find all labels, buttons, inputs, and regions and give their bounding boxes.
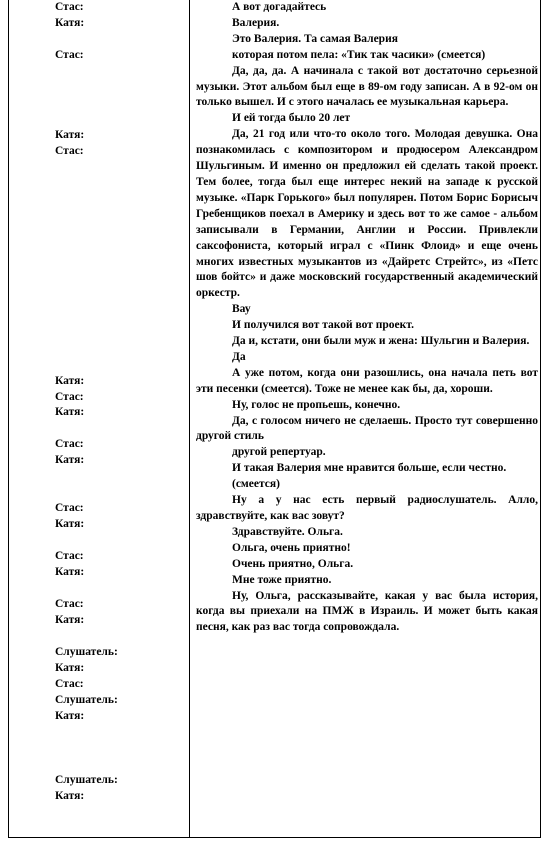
- speaker-label: Катя:: [55, 614, 85, 626]
- dialogue-line: Это Валерия. Та самая Валерия: [232, 32, 398, 45]
- speaker-label: Стас:: [55, 598, 84, 610]
- dialogue-line: И такая Валерия мне нравится больше, если честно.: [232, 462, 507, 475]
- speaker-label: Катя:: [55, 518, 85, 530]
- speaker-label: Слушатель:: [55, 646, 118, 658]
- speaker-label: Стас:: [55, 49, 84, 61]
- dialogue-line: И ей тогда было 20 лет: [232, 112, 351, 125]
- dialogue-line: Да и, кстати, они были муж и жена: Шульгин и Валерия.: [232, 335, 530, 348]
- speaker-label: Катя:: [55, 406, 85, 418]
- dialogue-line: (смеется): [232, 478, 280, 491]
- speaker-label: Катя:: [55, 17, 85, 29]
- column-divider: [189, 0, 190, 838]
- speaker-label: Стас:: [55, 438, 84, 450]
- speaker-label: Стас:: [55, 678, 84, 690]
- dialogue-line: Здравствуйте. Ольга.: [232, 525, 343, 538]
- dialogue-line: Ольга, очень приятно!: [232, 541, 351, 554]
- dialogue-line: Ну, Ольга, рассказывайте, какая у вас была история, когда вы приехали на ПМЖ в Израиль. И может быть какая песня, как раз вас тогда сопровождала.: [196, 589, 538, 634]
- speaker-label: Слушатель:: [55, 774, 118, 786]
- dialogue-line: А уже потом, когда они разошлись, она начала петь вот эти песенки (смеется). Тоже не менее как бы, да, хороши.: [196, 366, 538, 395]
- speaker-label: Слушатель:: [55, 694, 118, 706]
- dialogue-line: Да: [232, 350, 246, 363]
- dialogue-line: Да, да, да. А начинала с такой вот достаточно серьезной музыки. Этот альбом был еще в 89-ом году записан. А в 92-ом он только вышел. И с этого началась ее музыкальная карьера.: [196, 64, 538, 109]
- dialogue-line: другой репертуар.: [232, 446, 326, 459]
- dialogue-line: Вау: [232, 303, 251, 316]
- dialogue-line: Валерия.: [232, 16, 280, 29]
- speaker-label: Стас:: [55, 391, 84, 403]
- speaker-label: Катя:: [55, 129, 85, 141]
- speaker-label: Катя:: [55, 566, 85, 578]
- speaker-label: Катя:: [55, 454, 85, 466]
- speaker-label: Стас:: [55, 502, 84, 514]
- speaker-label: Катя:: [55, 662, 85, 674]
- speaker-label: Катя:: [55, 710, 85, 722]
- speaker-label: Катя:: [55, 375, 85, 387]
- dialogue-line: А вот догадайтесь: [232, 1, 327, 13]
- dialogue-line: Да, с голосом ничего не сделаешь. Просто тут совершенно другой стиль: [196, 414, 538, 443]
- dialogue-line: Ну а у нас есть первый радиослушатель. Алло, здравствуйте, как вас зовут?: [196, 494, 538, 522]
- dialogue-line: Мне тоже приятно.: [232, 573, 332, 586]
- dialogue-line: И получился вот такой вот проект.: [232, 319, 414, 332]
- dialogue-line: Да, 21 год или что-то около того. Молодая девушка. Она познакомилась с композитором и продюсером Александром Шульгиным. И именно он предложил ей сделать такой проект. Тем более, тогда был еще интерес некий на западе к русской музыке. «Парк Горького» был популярен. Потом Борис Борисыч Гребенщиков поехал в Америку и здесь вот то же самое - альбом записывали в Германии, Англии и России. Привлекли саксофониста, который играл с «Пинк Флоид» и еще очень многих известных музыкантов из «Дайретс Стрейтс», из «Петс шов бойтс» и даже московский государственный академический оркестр.: [196, 128, 538, 300]
- dialogue-line: Ну, голос не пропьешь, конечно.: [232, 398, 401, 411]
- dialogue-line: Очень приятно, Ольга.: [232, 557, 354, 570]
- speaker-label: Катя:: [55, 790, 85, 802]
- speaker-label: Стас:: [55, 145, 84, 157]
- speaker-label: Стас:: [55, 550, 84, 562]
- dialogue-column: [196, 0, 538, 636]
- speaker-label: Стас:: [55, 1, 84, 13]
- dialogue-line: которая потом пела: «Тик так часики» (смеется): [232, 48, 486, 61]
